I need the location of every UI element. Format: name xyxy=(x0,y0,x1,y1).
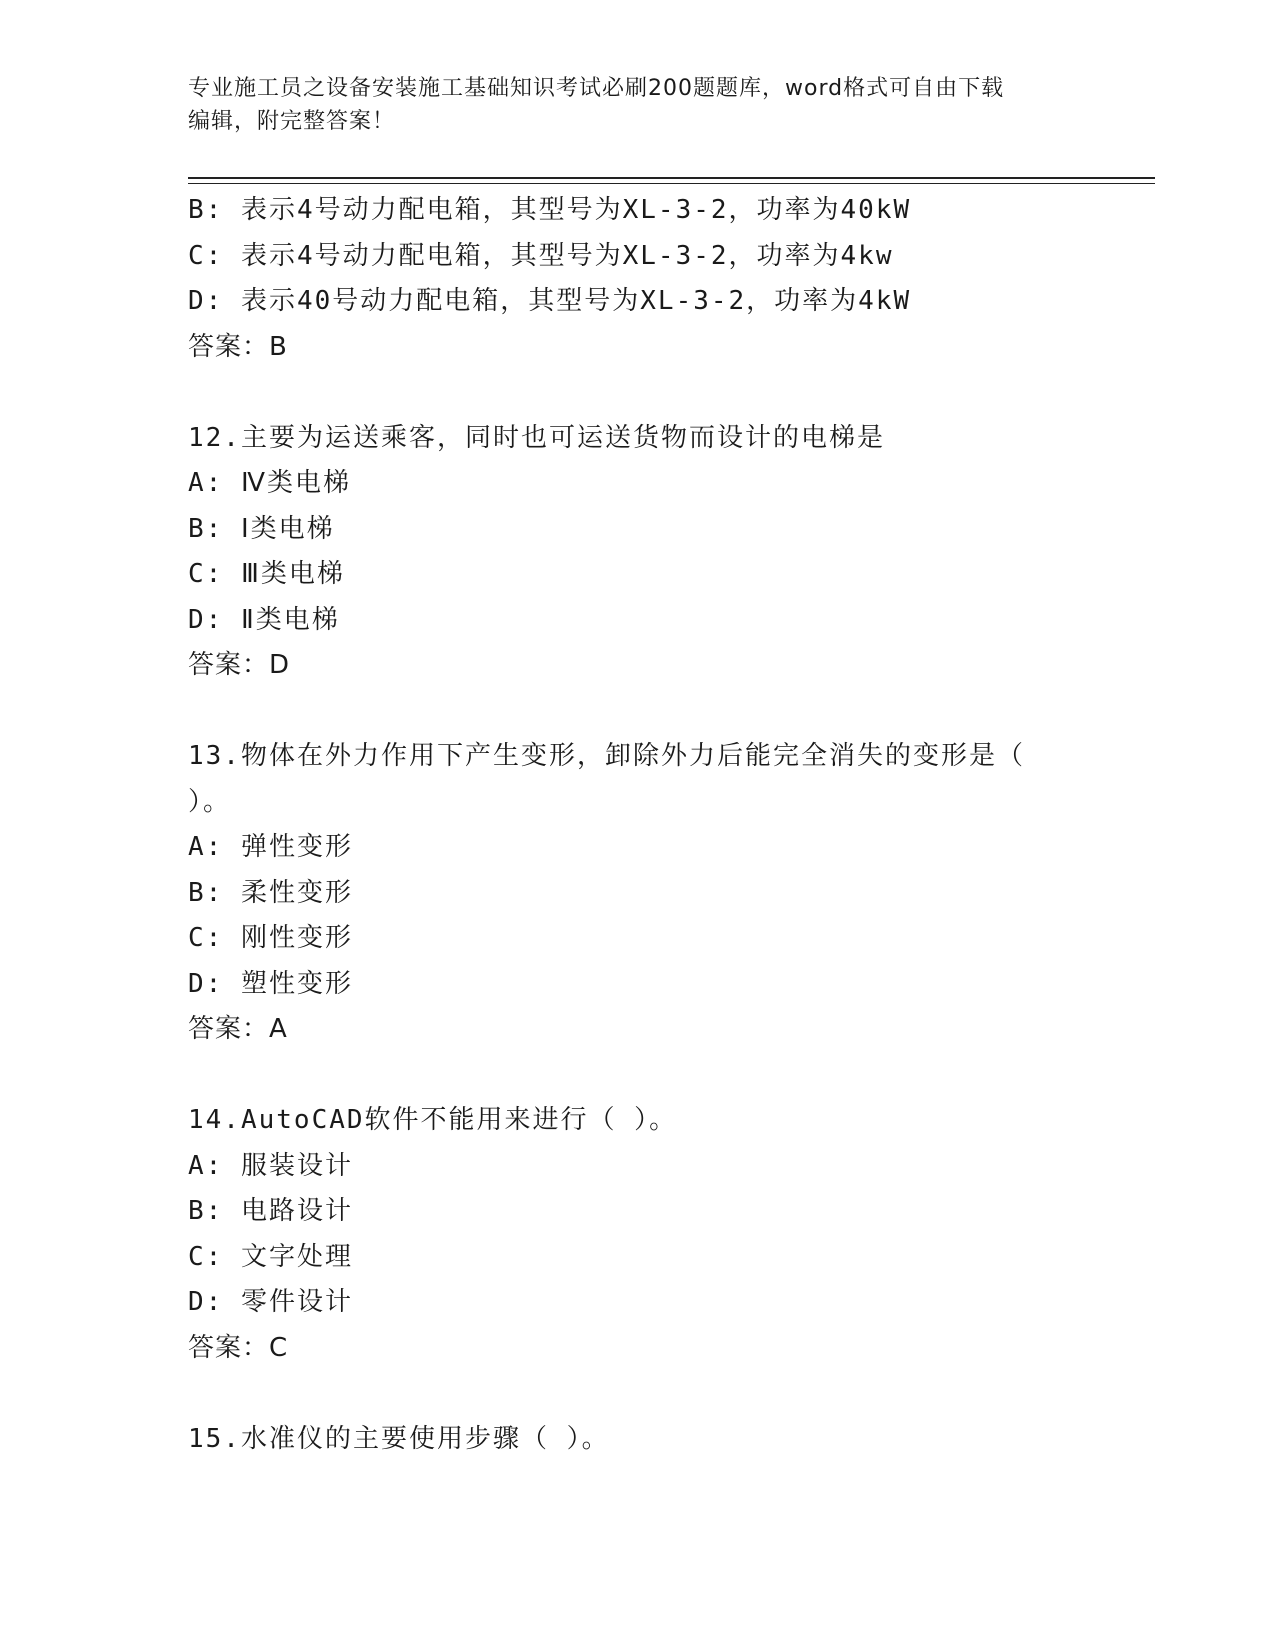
question-13-option-d: D: 塑性变形 xyxy=(188,968,353,999)
header-divider-thin xyxy=(188,183,1155,184)
document-title-line-1: 专业施工员之设备安装施工基础知识考试必刷200题题库，word格式可自由下载 xyxy=(188,76,1005,101)
question-12-text: 12.主要为运送乘客，同时也可运送货物而设计的电梯是 xyxy=(188,422,885,453)
page-header xyxy=(188,72,1068,138)
question-13-option-b: B: 柔性变形 xyxy=(188,877,353,908)
question-11-option-d: D: 表示40号动力配电箱，其型号为XL-3-2，功率为4kW xyxy=(188,286,912,316)
question-11-answer: 答案：B xyxy=(188,331,288,362)
question-14-text: 14.AutoCAD软件不能用来进行（ ）。 xyxy=(188,1105,678,1135)
question-12-option-d: D: Ⅱ类电梯 xyxy=(188,604,340,635)
question-13-answer: 答案：A xyxy=(188,1014,288,1044)
question-12 xyxy=(188,416,1068,689)
question-13-option-c: C: 刚性变形 xyxy=(188,923,353,953)
question-12-answer: 答案：D xyxy=(188,650,291,680)
question-14-answer: 答案：C xyxy=(188,1332,289,1363)
question-14-option-a: A: 服装设计 xyxy=(188,1150,353,1181)
question-12-option-a: A: Ⅳ类电梯 xyxy=(188,468,351,498)
question-14 xyxy=(188,1098,1068,1371)
question-11-option-b: B: 表示4号动力配电箱，其型号为XL-3-2，功率为40kW xyxy=(188,195,912,225)
question-14-option-c: C: 文字处理 xyxy=(188,1241,353,1272)
question-13-option-a: A: 弹性变形 xyxy=(188,832,353,862)
question-list xyxy=(188,188,1068,1462)
spacer xyxy=(188,370,1068,416)
question-13-text-line-2: ）。 xyxy=(188,786,232,817)
question-15 xyxy=(188,1417,1068,1463)
question-11-remainder xyxy=(188,188,1068,370)
question-14-option-b: B: 电路设计 xyxy=(188,1196,353,1226)
spacer xyxy=(188,689,1068,735)
question-12-option-c: C: Ⅲ类电梯 xyxy=(188,559,345,589)
document-title-line-2: 编辑，附完整答案！ xyxy=(188,109,396,134)
header-divider-thick xyxy=(188,177,1155,179)
question-13 xyxy=(188,734,1068,1053)
spacer xyxy=(188,1371,1068,1417)
question-13-text-line-1: 13.物体在外力作用下产生变形，卸除外力后能完全消失的变形是（ xyxy=(188,741,1025,771)
question-12-option-b: B: Ⅰ类电梯 xyxy=(188,513,335,544)
question-14-option-d: D: 零件设计 xyxy=(188,1287,353,1317)
question-11-option-c: C: 表示4号动力配电箱，其型号为XL-3-2，功率为4kw xyxy=(188,240,894,271)
question-15-text: 15.水准仪的主要使用步骤（ ）。 xyxy=(188,1423,610,1454)
spacer xyxy=(188,1053,1068,1099)
